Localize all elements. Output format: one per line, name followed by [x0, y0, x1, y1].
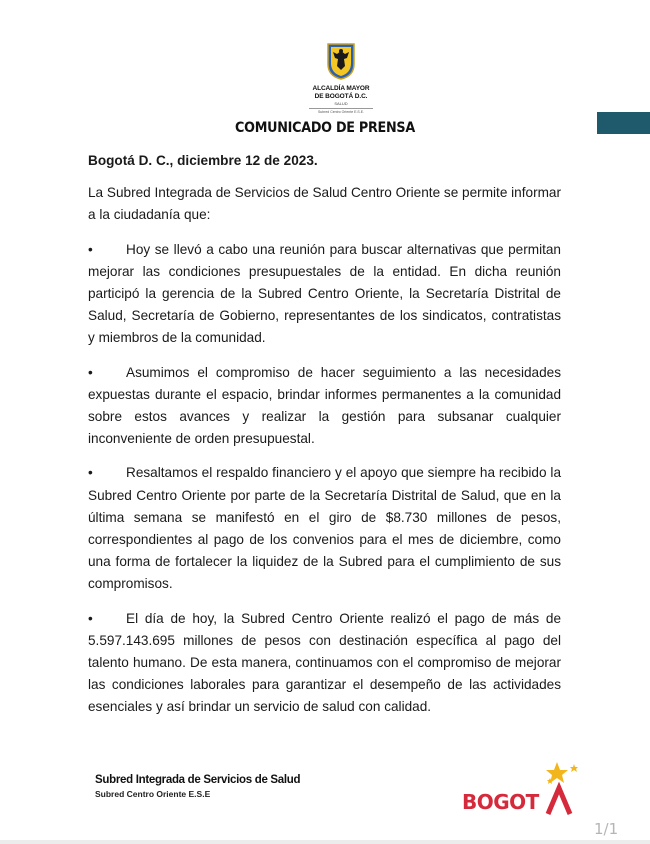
- logo-line-2: DE BOGOTÁ D.C.: [314, 93, 368, 100]
- page-indicator: 1/1: [594, 820, 619, 838]
- intro-paragraph: La Subred Integrada de Servicios de Salud Centro Oriente se permite informar a la ciudadanía que:: [88, 185, 562, 223]
- alcaldia-logo: [305, 42, 377, 115]
- logo-line-1: ALCALDÍA MAYOR: [312, 85, 370, 92]
- bullet-icon: •: [88, 610, 93, 626]
- paragraph-text: Asumimos el compromiso de hacer seguimiento a las necesidades expuestas durante el espacio, brindar informes permanentes a la comunidad sobre estos avances y realizar la gestión para subsanar cualquier inconveniente de orden presupuestal.: [88, 364, 561, 447]
- bullet-icon: •: [88, 241, 93, 257]
- footer-org-line-1: Subred Integrada de Servicios de Salud: [95, 774, 301, 786]
- viewer-bottom-bar: [0, 840, 650, 844]
- bogota-wordmark: BOGOT: [462, 790, 539, 814]
- bullet-icon: •: [88, 364, 93, 380]
- date-line: Bogotá D. C., diciembre 12 de 2023.: [88, 153, 318, 168]
- footer-org-line-2: Subred Centro Oriente E.S.E: [95, 789, 211, 799]
- document-body: [88, 150, 561, 731]
- page-title: COMUNICADO DE PRENSA: [235, 120, 415, 136]
- logo-line-3: SALUD: [334, 101, 348, 106]
- bullet-paragraph: [88, 608, 561, 719]
- bullet-paragraph: [88, 362, 561, 451]
- bogota-brand-logo: [462, 760, 582, 820]
- paragraph-text: El día de hoy, la Subred Centro Oriente realizó el pago de más de 5.597.143.695 millones de pesos con destinación específica al pago del talento humano. De esta manera, continuamos con el compromiso de mejorar las condiciones laborales para garantizar el desempeño de las actividades esenciales y así brindar un servicio de salud con calidad.: [88, 610, 561, 715]
- logo-divider: [309, 108, 373, 109]
- footer-organization: [95, 773, 300, 800]
- bullet-paragraph: [88, 239, 561, 350]
- coat-of-arms-icon: [326, 42, 356, 80]
- logo-line-4: Subred Centro Oriente E.S.E.: [317, 110, 365, 114]
- paragraph-text: Resaltamos el respaldo financiero y el apoyo que siempre ha recibido la Subred Centro Oriente por parte de la Secretaría Distrital de Salud, que en la última semana se manifestó en el giro de $8.730 millones de pesos, correspondientes al pago de los convenios para el mes de diciembre, como una forma de fortalecer la liquidez de la Subred para el cumplimiento de sus compromisos.: [88, 465, 561, 592]
- bullet-paragraph: [88, 462, 561, 595]
- paragraph-text: Hoy se llevó a cabo una reunión para buscar alternativas que permitan mejorar las condiciones presupuestales de la entidad. En dicha reunión participó la gerencia de la Subred Centro Oriente, la Secretaría Distrital de Salud, Secretaría de Gobierno, representantes de los sindicatos, contratistas y miembros de la comunidad.: [88, 241, 561, 346]
- bullet-icon: •: [88, 465, 93, 481]
- accent-tab: [597, 112, 650, 134]
